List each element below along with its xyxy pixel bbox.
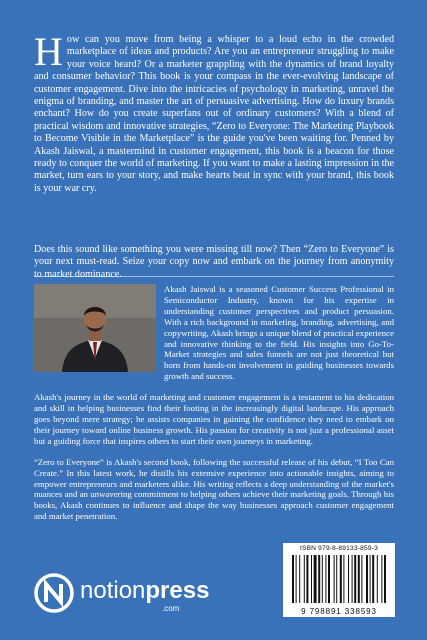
author-bio-paragraph-1: Akash Jaiswal is a seasoned Customer Success Professional in Semiconductor Industry, known for his expertise in understanding customer perspectives and product persuasion. With a rich background in marketing, branding, advertising, and copywriting, Akash brings a unique blend of practical experience and innovative thinking to the field. His insights into Go-To-Market strategies and sales funnels are not just theoretical but born from hands-on involvement in guiding businesses towards growth and success. (164, 284, 394, 382)
drop-cap: H (34, 29, 63, 74)
barcode-bars-icon (292, 555, 386, 603)
author-bio-paragraph-3: “Zero to Everyone” is Akash's second book, following the successful release of his debut, “I Too Can Create.” In this latest work, he distills his extensive experience into actionable insights, aiming to empower entrepreneurs and marketers alike. His writing reflects a deep understanding of the market's nuances and an unwavering commitment to helping others achieve their marketing goals. Through his books, Akash continues to influence and shape the way businesses approach customer engagement and market penetration. (34, 456, 394, 522)
isbn-label: ISBN 979-8-89133-859-3 (299, 545, 379, 552)
barcode-number: 9 798891 338593 (301, 607, 377, 616)
author-bio-paragraph-2: Akash's journey in the world of marketing and customer engagement is a testament to his dedication and skill in helping businesses find their footing in the increasingly digital landscape. His approach goes beyond mere strategy; he assists companies in gaining the confidence they need to embark on their journey toward online business growth. His passion for creativity is not just a professional asset but a guiding force that inspires others to start their own journeys in marketing. (34, 392, 394, 446)
call-to-action: Does this sound like something you were missing till now? Then “Zero to Everyone” is your next must-read. Seize your copy now and embark on the journey from anonymity to market dominance. (34, 244, 394, 280)
publisher-logo (34, 573, 224, 613)
author-photo-icon (34, 284, 156, 372)
isbn-barcode (283, 543, 395, 617)
book-blurb (34, 29, 394, 195)
publisher-domain-suffix: .com (162, 604, 180, 613)
section-divider (34, 276, 394, 277)
blurb-text: ow can you move from being a whisper to a loud echo in the crowded marketplace of ideas and products? Are you an entrepreneur struggling to make your voice heard? Or a marketer grappling with the dynamics of brand loyalty and consumer behavior? This book is your compass in the ever-evolving landscape of customer engagement. Dive into the intricacies of psychology in marketing, unravel the enigma of branding, and master the art of persuasive advertising. How do luxury brands enchant? How do you create superfans out of ordinary customers? With a blend of practical wisdom and innovative strategies, “Zero to Everyone: The Marketing Playbook to Become Visible in the Marketplace” is the guide you've been waiting for. Penned by Akash Jaiswal, a mastermind in customer engagement, this book is a beacon for those ready to conquer the world of marketing. If you want to make a lasting impression in the market, turn ears to your story, and make hearts beat in sync with your brand, this book is your war cry. (34, 34, 394, 194)
publisher-name: notionpress (80, 577, 210, 604)
notionpress-logo-icon (34, 573, 74, 613)
author-bio (34, 284, 394, 532)
author-photo (34, 284, 156, 372)
